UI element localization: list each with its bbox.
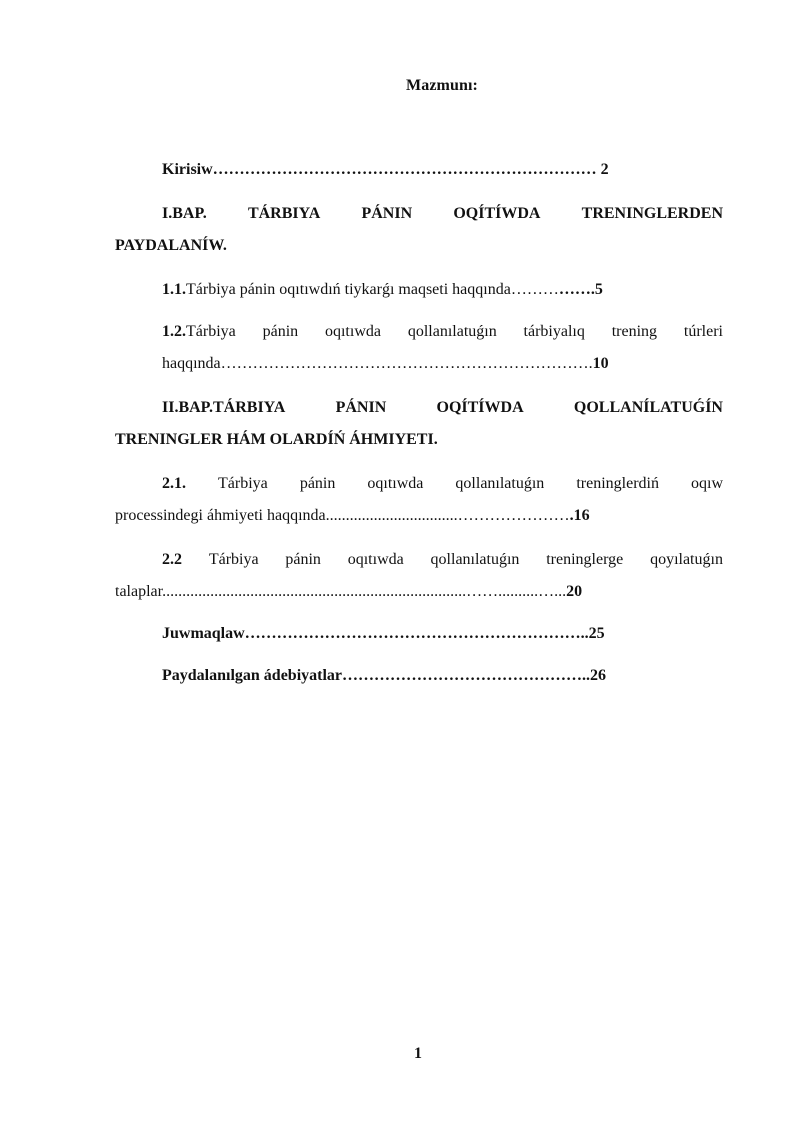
toc-entry-kirisiw-text: Kirisiw……………………………………………………………… 2: [162, 161, 609, 178]
toc-word: Tárbiya: [208, 551, 259, 568]
toc-entry-bap2: [115, 396, 723, 452]
toc-word: qollanılatuǵın: [455, 475, 545, 492]
section-title: Tárbiya pánin oqıtıwdıń tiykarǵı maqseti haqqında………: [186, 281, 559, 298]
toc-word: pánin: [299, 475, 336, 492]
toc-entry-bap2-line2: TRENINGLER HÁM OLARDÍŃ ÁHMIYETI.: [115, 431, 438, 448]
toc-entry-juwmaqlaw: [115, 622, 723, 646]
section-title-cont: talaplar............................................................................……..........…...: [115, 583, 567, 600]
toc-entry-2-1-line2: [115, 504, 723, 528]
toc-entry-2-1-line1: [115, 472, 723, 496]
toc-word: trening: [611, 323, 658, 340]
toc-entry-2-2-line1: [115, 548, 723, 572]
toc-word: oqıw: [691, 475, 723, 492]
toc-word: pánin: [285, 551, 321, 568]
section-number: 1.1.: [162, 281, 186, 298]
toc-word: II.BAP.TÁRBIYA: [162, 399, 286, 416]
toc-word-group: [162, 548, 182, 572]
toc-word: oqıtıwda: [367, 475, 424, 492]
toc-word: qoyılatuǵın: [650, 551, 723, 568]
section-number: 2.1.: [162, 475, 186, 492]
toc-word: pánin: [262, 323, 299, 340]
toc-word: TÁRBIYA: [247, 205, 321, 222]
toc-word: qollanılatuǵın: [430, 551, 520, 568]
page-title: Mazmunı:: [406, 77, 478, 94]
toc-entry-1-2-line1: [115, 320, 723, 344]
toc-word: TRENINGLERDEN: [581, 205, 723, 222]
toc-word: QOLLANÍLATUǴÍN: [573, 399, 723, 416]
toc-entry-kirisiw: [115, 158, 723, 182]
toc-entry-bap2-line1: [115, 396, 723, 420]
toc-entry-bap1: [115, 202, 723, 258]
toc-word: oqıtıwda: [347, 551, 404, 568]
toc-word: oqıtıwda: [324, 323, 381, 340]
toc-word: OQÍTÍWDA: [436, 399, 524, 416]
toc-entry-2-2-line2: [115, 580, 723, 604]
section-title-cont: processindegi áhmiyeti haqqında.................................…………………: [115, 507, 570, 524]
toc-entry-juwmaqlaw-text: Juwmaqlaw………………………………………………………..25: [162, 625, 605, 642]
toc-word: qollanılatuǵın: [407, 323, 497, 340]
toc-entry-paydalanilgan: [115, 664, 723, 688]
section-title-cont: haqqında…………………………………………………………….: [162, 355, 593, 372]
toc-word: PÁNIN: [361, 205, 413, 222]
toc-word: treninglerge: [546, 551, 624, 568]
page-number: 1: [414, 1045, 422, 1062]
toc-word-group: [162, 320, 236, 344]
toc-entry-bap1-line1: [115, 202, 723, 226]
toc-word: treninglerdiń: [576, 475, 659, 492]
section-page: 10: [592, 355, 609, 372]
toc-entry-bap1-line2: PAYDALANÍW.: [115, 237, 227, 254]
toc-word: tárbiyalıq: [523, 323, 585, 340]
toc-entry-1-2: [115, 320, 723, 376]
section-number: 2.2: [162, 551, 182, 568]
toc-entry-1-1-line: [115, 278, 723, 302]
toc-word: Tárbiya: [218, 475, 268, 492]
section-number: 1.2.: [162, 323, 186, 340]
section-page: .16: [569, 507, 590, 524]
section-page: …….5: [558, 281, 603, 298]
toc-word: Tárbiya: [186, 323, 236, 340]
toc-word: OQÍTÍWDA: [453, 205, 541, 222]
toc-entry-2-1: [115, 472, 723, 528]
toc-word: túrleri: [683, 323, 723, 340]
section-page: 20: [566, 583, 583, 600]
toc-entry-paydalanilgan-text: Paydalanılgan ádebiyatlar………………………………………..26: [162, 667, 607, 684]
toc-entry-2-2: [115, 548, 723, 604]
toc-entry-1-2-line2: [115, 352, 723, 376]
toc-word: PÁNIN: [335, 399, 387, 416]
toc-entry-1-1: [115, 278, 723, 302]
toc-word: I.BAP.: [162, 205, 207, 222]
